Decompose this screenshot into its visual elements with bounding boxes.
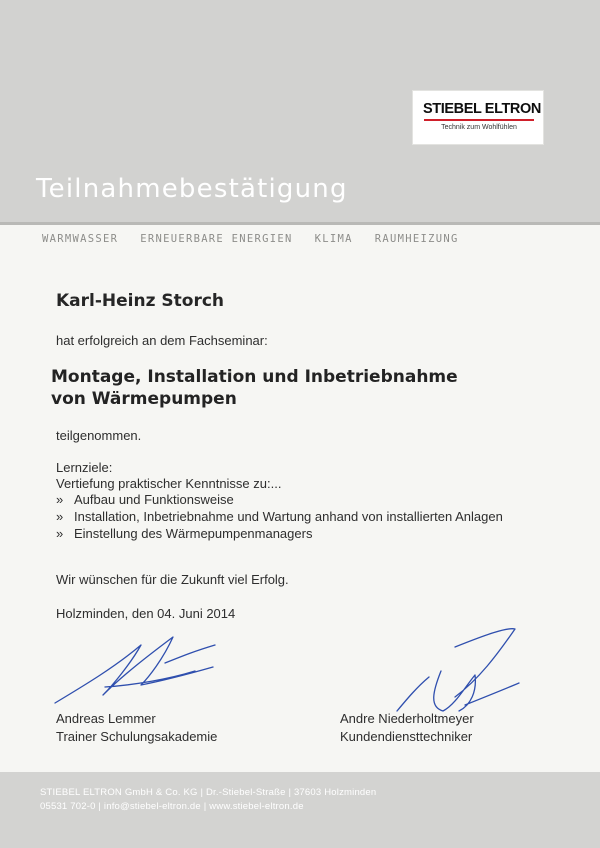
list-item: [56, 509, 503, 526]
closing-text: Wir wünschen für die Zukunft viel Erfolg.: [56, 572, 289, 587]
goal-text: Einstellung des Wärmepumpenmanagers: [74, 526, 313, 541]
category-raumheizung: RAUMHEIZUNG: [374, 233, 459, 245]
company-logo: [412, 90, 544, 145]
signer-role-left: Trainer Schulungsakademie: [56, 729, 218, 744]
bullet-mark: »: [56, 509, 64, 524]
signature-lemmer: [55, 637, 215, 703]
logo-wordmark: STIEBEL ELTRON: [423, 101, 541, 117]
recipient-name: Karl-Heinz Storch: [56, 291, 225, 311]
signatures-ink: [45, 615, 565, 715]
goal-text: Installation, Inbetriebnahme und Wartung anhand von installierten Anlagen: [74, 509, 503, 524]
signer-name-right: Andre Niederholtmeyer: [340, 711, 474, 726]
signature-niederholtmeyer: [397, 629, 519, 711]
footer-contact: 05531 702-0 | info@stiebel-eltron.de | www.stiebel-eltron.de: [40, 801, 304, 812]
goals-list: [56, 492, 503, 543]
signature-block-left: [56, 710, 217, 746]
bullet-mark: »: [56, 492, 64, 507]
signature-block-right: [340, 710, 474, 746]
document-title: Teilnahmebestätigung: [36, 174, 348, 204]
seminar-title: Montage, Installation und Inbetriebnahme von Wärmepumpen: [51, 367, 458, 409]
intro-text: hat erfolgreich an dem Fachseminar:: [56, 333, 268, 348]
goals-intro: Vertiefung praktischer Kenntnisse zu:...: [56, 476, 282, 491]
logo-red-bar: [424, 119, 534, 121]
signer-role-right: Kundendiensttechniker: [340, 729, 473, 744]
footer-address: STIEBEL ELTRON GmbH & Co. KG | Dr.-Stiebel-Straße | 37603 Holzminden: [40, 787, 377, 798]
logo-tagline: Technik zum Wohlfühlen: [441, 124, 517, 131]
list-item: [56, 526, 503, 543]
place-date: Holzminden, den 04. Juni 2014: [56, 606, 236, 621]
header-divider: [0, 222, 600, 225]
category-klima: KLIMA: [314, 233, 353, 245]
participated-text: teilgenommen.: [56, 428, 142, 443]
goals-heading: Lernziele:: [56, 460, 113, 475]
category-erneuerbare-energien: ERNEUERBARE ENERGIEN: [140, 233, 293, 245]
list-item: [56, 492, 503, 509]
signer-name-left: Andreas Lemmer: [56, 711, 156, 726]
category-warmwasser: WARMWASSER: [42, 233, 119, 245]
category-bar: [42, 233, 459, 245]
goal-text: Aufbau und Funktionsweise: [74, 492, 234, 507]
bullet-mark: »: [56, 526, 64, 541]
